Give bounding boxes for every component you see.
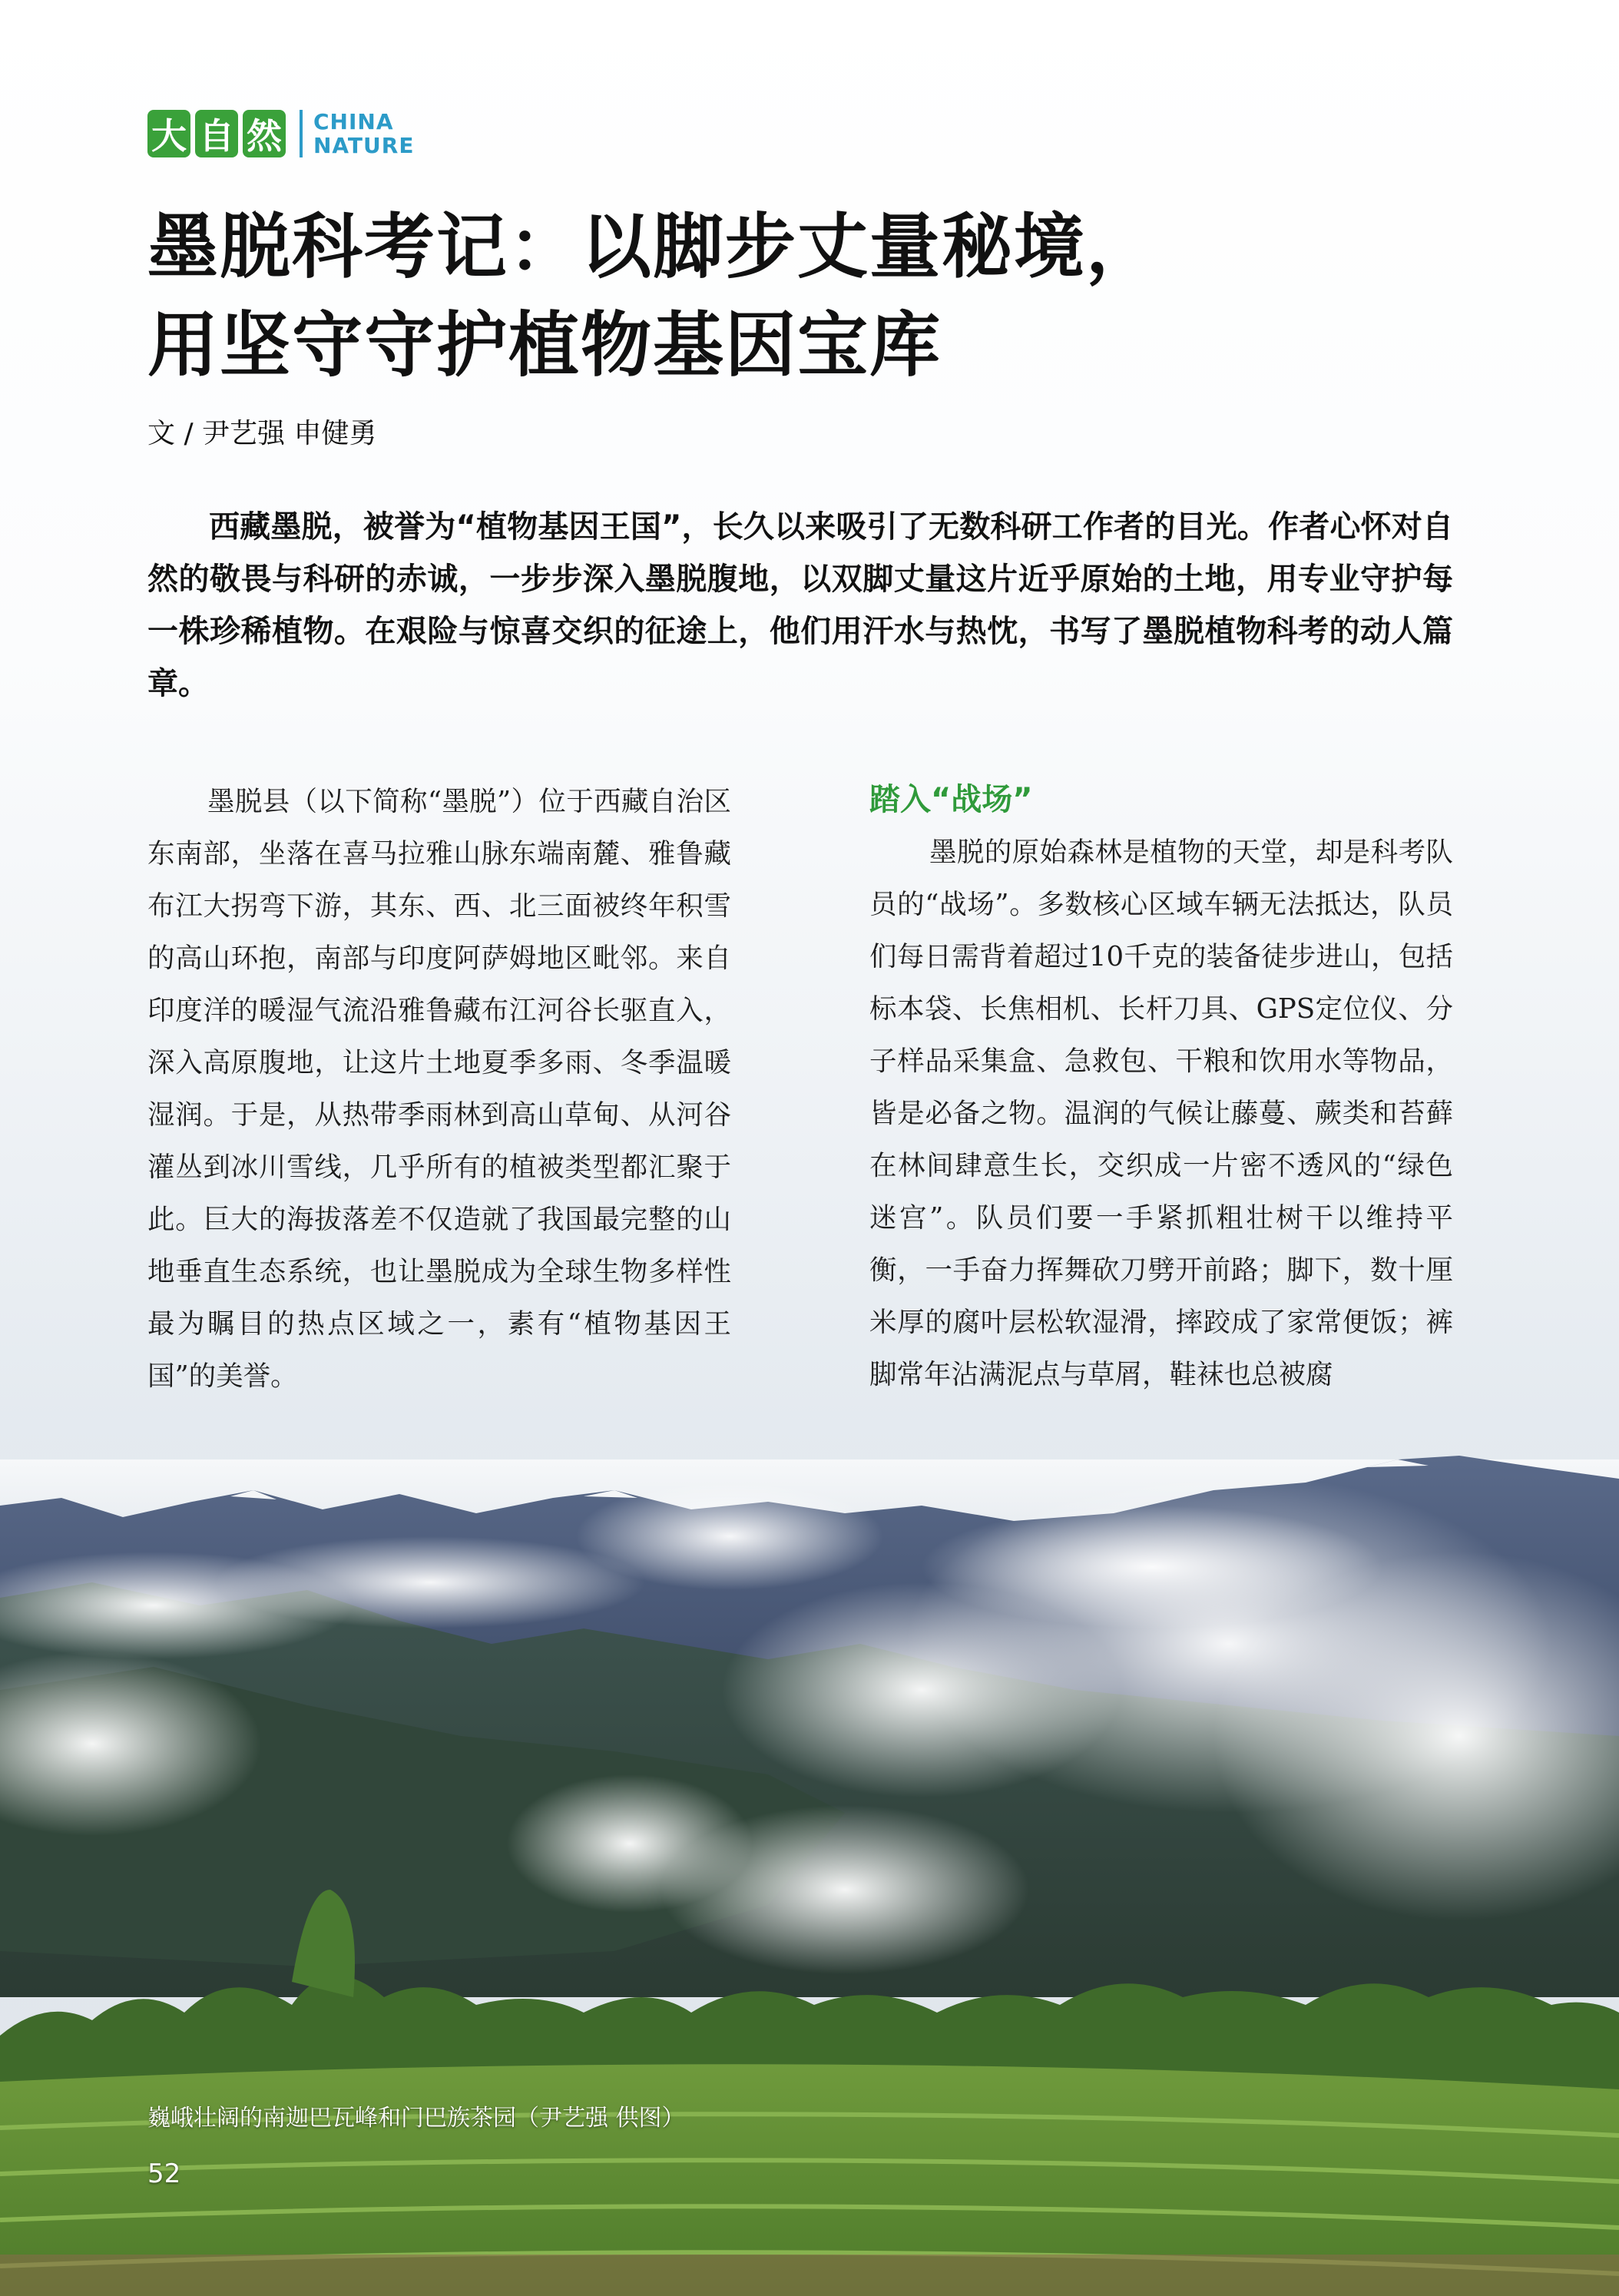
photo-caption: 巍峨壮阔的南迦巴瓦峰和门巴族茶园（尹艺强 供图）: [147, 2105, 685, 2132]
left-column: [147, 776, 731, 1403]
right-column: [869, 776, 1453, 1401]
logo-char: 大: [147, 110, 190, 157]
logo-en-line1: CHINA: [313, 109, 394, 134]
article-title: [147, 198, 1530, 395]
title-line-2: 用坚守守护植物基因宝库: [147, 304, 942, 386]
section-heading: 踏入“战场”: [869, 782, 1033, 817]
logo-en-line2: NATURE: [313, 133, 415, 158]
body-paragraph: 墨脱的原始森林是植物的天堂，却是科考队员的“战场”。多数核心区域车辆无法抵达，队员们每日需背着超过10千克的装备徒步进山，包括标本袋、长焦相机、长杆刀具、GPS定位仪、分子样品采集盒、急救包、干粮和饮用水等物品，皆是必备之物。温润的气候让藤蔓、蕨类和苔藓在林间肆意生长，交织成一片密不透风的“绿色迷宫”。队员们要一手紧抓粗壮树干以维持平衡，一手奋力挥舞砍刀劈开前路；脚下，数十厘米厚的腐叶层松软湿滑，摔跤成了家常便饭；裤脚常年沾满泥点与草屑，鞋袜也总被腐: [869, 837, 1453, 1390]
logo-char: 然: [243, 110, 286, 157]
page-number: 52: [147, 2159, 181, 2189]
logo-en-text: [313, 110, 414, 157]
landscape-photo: [0, 1413, 1619, 2296]
title-line-1: 墨脱科考记：以脚步丈量秘境，: [147, 206, 1159, 288]
logo-char: 自: [195, 110, 238, 157]
body-paragraph: 墨脱县（以下简称“墨脱”）位于西藏自治区东南部，坐落在喜马拉雅山脉东端南麓、雅鲁藏布江大拐弯下游，其东、西、北三面被终年积雪的高山环抱，南部与印度阿萨姆地区毗邻。来自印度洋的暖湿气流沿雅鲁藏布江河谷长驱直入，深入高原腹地，让这片土地夏季多雨、冬季温暖湿润。于是，从热带季雨林到高山草甸、从河谷灌丛到冰川雪线，几乎所有的植被类型都汇聚于此。巨大的海拔落差不仅造就了我国最完整的山地垂直生态系统，也让墨脱成为全球生物多样性最为瞩目的热点区域之一，素有“植物基因王国”的美誉。: [147, 786, 731, 1392]
author-byline: 文 / 尹艺强 申健勇: [147, 418, 377, 449]
magazine-logo: [147, 108, 414, 160]
logo-divider: [300, 110, 303, 157]
lead-paragraph: 西藏墨脱，被誉为“植物基因王国”，长久以来吸引了无数科研工作者的目光。作者心怀对自然的敬畏与科研的赤诚，一步步深入墨脱腹地，以双脚丈量这片近乎原始的土地，用专业守护每一株珍稀植物。在艰险与惊喜交织的征途上，他们用汗水与热忱，书写了墨脱植物科考的动人篇章。: [147, 509, 1453, 701]
logo-cn-box: [147, 110, 286, 157]
